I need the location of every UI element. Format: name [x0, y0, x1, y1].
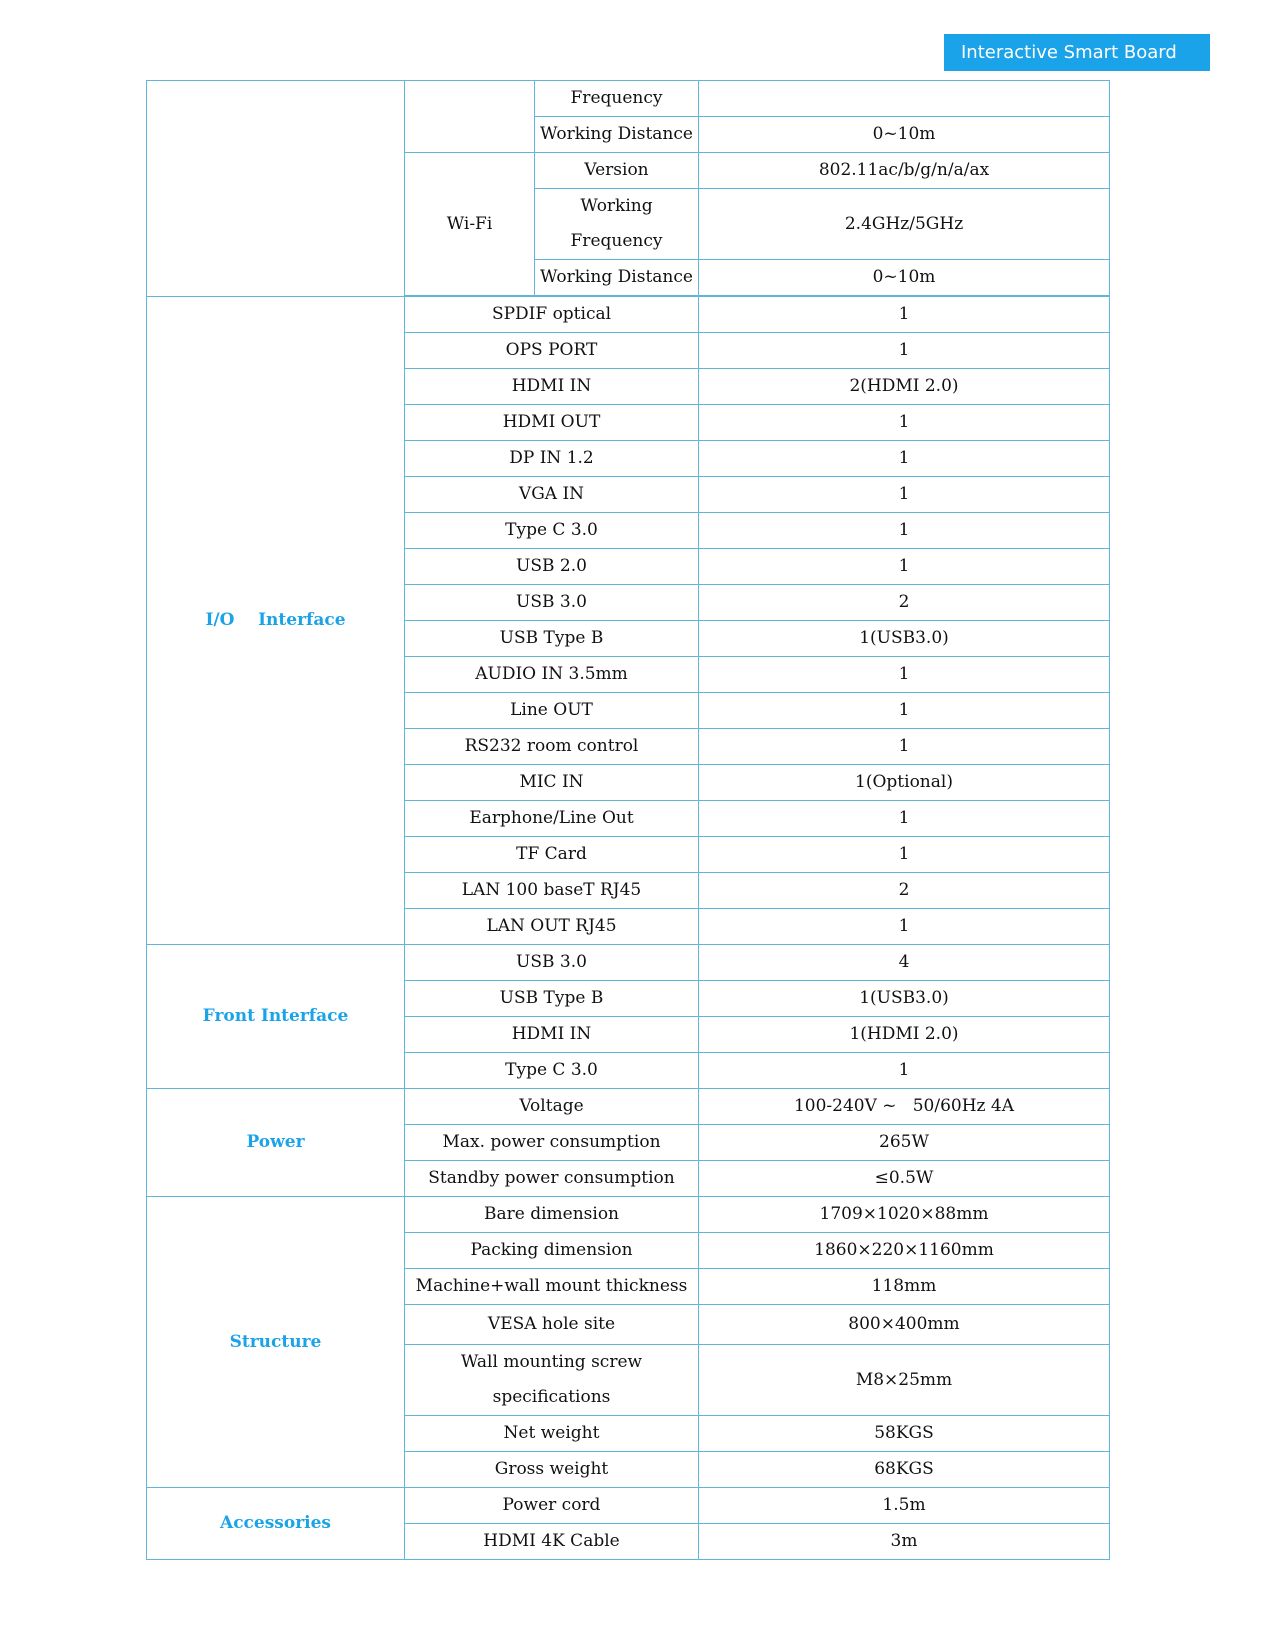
- spec-label: Working Distance: [535, 260, 699, 296]
- spec-value: 4: [699, 945, 1110, 981]
- spec-label-line: Frequency: [570, 231, 663, 251]
- spec-label-line: Working: [580, 196, 653, 216]
- spec-label: AUDIO IN 3.5mm: [405, 657, 699, 693]
- spec-label: USB Type B: [405, 621, 699, 657]
- spec-value: 0~10m: [699, 117, 1110, 153]
- spec-label: [405, 1345, 699, 1416]
- header-badge: Interactive Smart Board: [944, 34, 1210, 71]
- spec-label: HDMI 4K Cable: [405, 1524, 699, 1560]
- spec-label: Version: [535, 153, 699, 189]
- accessories-category: Accessories: [147, 1488, 405, 1560]
- spec-label: VESA hole site: [405, 1305, 699, 1345]
- spec-label: Type C 3.0: [405, 1053, 699, 1089]
- table-row: [147, 1089, 1110, 1125]
- spec-label: MIC IN: [405, 765, 699, 801]
- spec-label: Bare dimension: [405, 1197, 699, 1233]
- structure-category: Structure: [147, 1197, 405, 1488]
- spec-label: HDMI OUT: [405, 405, 699, 441]
- spec-label: Working Distance: [535, 117, 699, 153]
- spec-label-line: Wall mounting screw: [460, 1352, 643, 1372]
- spec-label: [535, 189, 699, 260]
- spec-value: 1: [699, 297, 1110, 333]
- spec-label: Net weight: [405, 1416, 699, 1452]
- spec-label: SPDIF optical: [405, 297, 699, 333]
- spec-label: Max. power consumption: [405, 1125, 699, 1161]
- spec-value: 802.11ac/b/g/n/a/ax: [699, 153, 1110, 189]
- table-row: [147, 945, 1110, 981]
- spec-label: USB 3.0: [405, 585, 699, 621]
- spec-label: Earphone/Line Out: [405, 801, 699, 837]
- front-interface-category: Front Interface: [147, 945, 405, 1089]
- spec-value: 100-240V ~ 50/60Hz 4A: [699, 1089, 1110, 1125]
- spec-label: Machine+wall mount thickness: [405, 1269, 699, 1305]
- spec-value: 1: [699, 837, 1110, 873]
- spec-value: 1(USB3.0): [699, 621, 1110, 657]
- spec-value: 1: [699, 333, 1110, 369]
- spec-value: 1: [699, 513, 1110, 549]
- spec-value: 1: [699, 801, 1110, 837]
- spec-value: [699, 81, 1110, 117]
- wifi-subgroup-label: Wi-Fi: [405, 153, 535, 296]
- spec-value: 2: [699, 873, 1110, 909]
- spec-value: 1(USB3.0): [699, 981, 1110, 1017]
- spec-value: 1: [699, 549, 1110, 585]
- spec-label: HDMI IN: [405, 1017, 699, 1053]
- spec-value: 1709×1020×88mm: [699, 1197, 1110, 1233]
- spec-value: 1: [699, 657, 1110, 693]
- spec-label: USB 3.0: [405, 945, 699, 981]
- spec-value: 68KGS: [699, 1452, 1110, 1488]
- spec-label: Packing dimension: [405, 1233, 699, 1269]
- io-interface-category: I/O Interface: [147, 297, 405, 945]
- spec-label: Frequency: [535, 81, 699, 117]
- spec-value: ≤0.5W: [699, 1161, 1110, 1197]
- spec-value: 1: [699, 1053, 1110, 1089]
- spec-value: 1: [699, 909, 1110, 945]
- spec-label: Power cord: [405, 1488, 699, 1524]
- spec-value: 0~10m: [699, 260, 1110, 296]
- spec-label: LAN OUT RJ45: [405, 909, 699, 945]
- connectivity-category-cell: [147, 81, 405, 297]
- spec-label: Standby power consumption: [405, 1161, 699, 1197]
- spec-label: VGA IN: [405, 477, 699, 513]
- spec-value: 2.4GHz/5GHz: [699, 189, 1110, 260]
- spec-value: 1(Optional): [699, 765, 1110, 801]
- spec-label: TF Card: [405, 837, 699, 873]
- power-category: Power: [147, 1089, 405, 1197]
- spec-label-line: specifications: [492, 1387, 611, 1407]
- spec-value: 58KGS: [699, 1416, 1110, 1452]
- table-row: [147, 81, 1110, 117]
- spec-label: LAN 100 baseT RJ45: [405, 873, 699, 909]
- spec-label: OPS PORT: [405, 333, 699, 369]
- spec-value: 1: [699, 405, 1110, 441]
- spec-value: 265W: [699, 1125, 1110, 1161]
- spec-value: 118mm: [699, 1269, 1110, 1305]
- spec-value: 1(HDMI 2.0): [699, 1017, 1110, 1053]
- spec-value: 3m: [699, 1524, 1110, 1560]
- spec-label: RS232 room control: [405, 729, 699, 765]
- spec-value: M8×25mm: [699, 1345, 1110, 1416]
- spec-label: HDMI IN: [405, 369, 699, 405]
- spec-label: Type C 3.0: [405, 513, 699, 549]
- bluetooth-subgroup-cell: [405, 81, 535, 153]
- spec-label: Gross weight: [405, 1452, 699, 1488]
- spec-value: 1: [699, 477, 1110, 513]
- spec-label: Voltage: [405, 1089, 699, 1125]
- spec-value: 1860×220×1160mm: [699, 1233, 1110, 1269]
- spec-label: USB Type B: [405, 981, 699, 1017]
- spec-label: DP IN 1.2: [405, 441, 699, 477]
- spec-value: 1: [699, 693, 1110, 729]
- spec-value: 2: [699, 585, 1110, 621]
- spec-value: 1: [699, 441, 1110, 477]
- table-row: [147, 1488, 1110, 1524]
- spec-value: 1: [699, 729, 1110, 765]
- spec-value: 1.5m: [699, 1488, 1110, 1524]
- spec-value: 2(HDMI 2.0): [699, 369, 1110, 405]
- table-row: [147, 1197, 1110, 1233]
- spec-label: USB 2.0: [405, 549, 699, 585]
- spec-table: [146, 80, 1110, 1560]
- spec-label: Line OUT: [405, 693, 699, 729]
- table-row: [147, 297, 1110, 333]
- spec-value: 800×400mm: [699, 1305, 1110, 1345]
